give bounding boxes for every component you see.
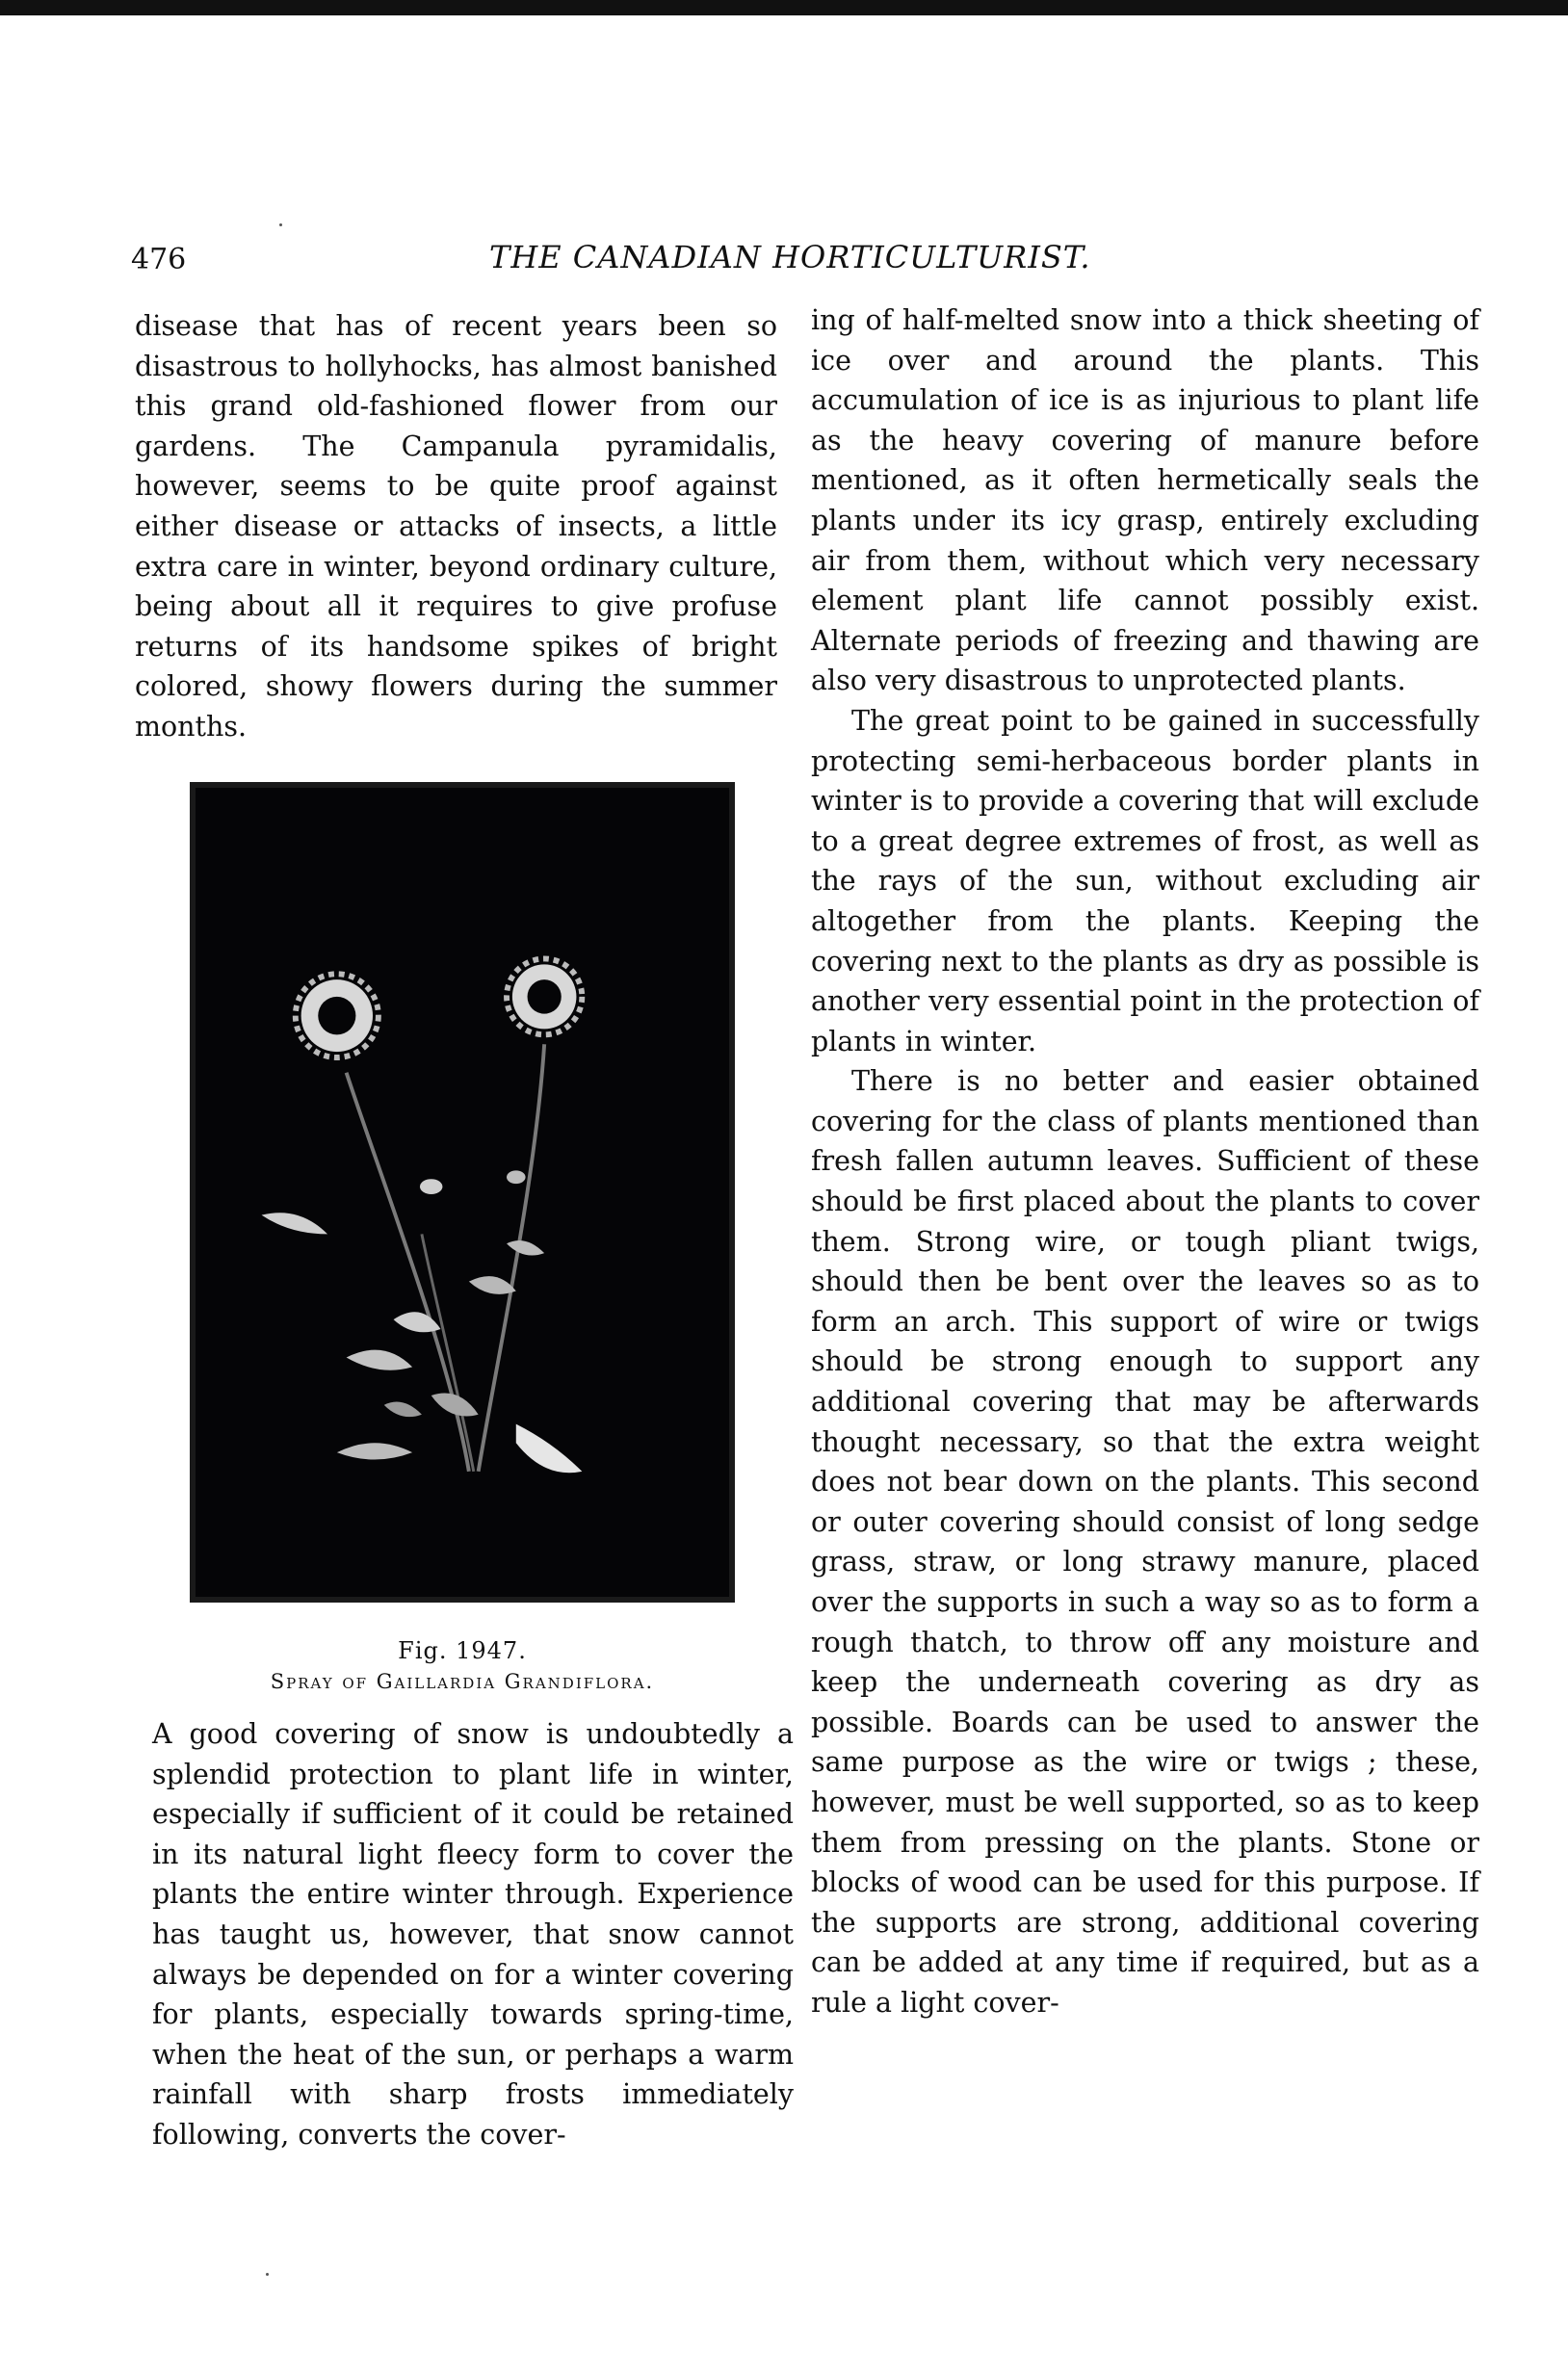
- left-column-top: [135, 306, 777, 747]
- paragraph: ing of half-melted snow into a thick sheeting of ice over and around the plants. This accumulation of ice is as injurious to plant life as the heavy covering of manure before mentioned, as it often hermetically seals the plants under its icy grasp, entirely excluding air from them, without which very necessary element plant life cannot possibly exist. Alternate periods of freezing and thawing are also very disastrous to unprotected plants.: [811, 304, 1479, 697]
- left-column-bottom: [152, 1714, 794, 2155]
- paragraph: disease that has of recent years been so disastrous to hollyhocks, has almost banished this grand old-fashioned flower from our gardens. The Campanula pyramidalis, however, seems to be quite proof against either disease or attacks of insects, a little extra care in winter, beyond ordinary culture, being about all it requires to give profuse returns of its handsome spikes of bright colored, showy flowers during the summer months.: [135, 310, 777, 743]
- figure-label: Fig. 1947.: [398, 1637, 527, 1664]
- gaillardia-photograph: [190, 782, 735, 1603]
- page-top-edge: [0, 0, 1568, 15]
- paragraph: A good covering of snow is undoubtedly a splendid protection to plant life in winter, especially if sufficient of it could be retained in its natural light fleecy form to cover the plants the entire winter through. Experience has taught us, however, that snow cannot always be depended on for a winter covering for plants, especially towards spring-time, when the heat of the sun, or perhaps a warm rainfall with sharp frosts immediately following, converts the cover-: [152, 1718, 794, 2151]
- paragraph: The great point to be gained in successfully protecting semi-herbaceous border plants in winter is to provide a covering that will exclude to a great degree extremes of frost, as well as the rays of the sun, without excluding air altogether from the plants. Keeping the covering next to the plants as dry as possible is another very essential point in the protection of plants in winter.: [811, 704, 1479, 1057]
- right-column: [811, 300, 1479, 2023]
- scan-speck: [279, 223, 282, 226]
- page-number: 476: [131, 243, 187, 276]
- paragraph: There is no better and easier obtained covering for the class of plants mentioned than fresh fallen autumn leaves. Sufficient of these should be first placed about the plants to cover them. Strong wire, or tough pliant twigs, should then be bent over the leaves so as to form an arch. This support of wire or twigs should be strong enough to support any additional covering that may be afterwards thought necessary, so that the extra weight does not bear down on the plants. This second or outer covering should consist of long sedge grass, straw, or long strawy manure, placed over the supports in such a way so as to form a rough thatch, to throw off any moisture and keep the underneath covering as dry as possible. Boards can be used to answer the same purpose as the wire or twigs ; these, however, must be well supported, so as to keep them from pressing on the plants. Stone or blocks of wood can be used for this purpose. If the supports are strong, additional covering can be added at any time if required, but as a rule a light cover-: [811, 1065, 1479, 2019]
- running-title: THE CANADIAN HORTICULTURIST.: [489, 239, 1091, 275]
- figure-caption: Spray of Gaillardia Grandiflora.: [270, 1670, 655, 1693]
- flower-illustration: [196, 788, 729, 1597]
- scan-speck: [266, 2273, 269, 2276]
